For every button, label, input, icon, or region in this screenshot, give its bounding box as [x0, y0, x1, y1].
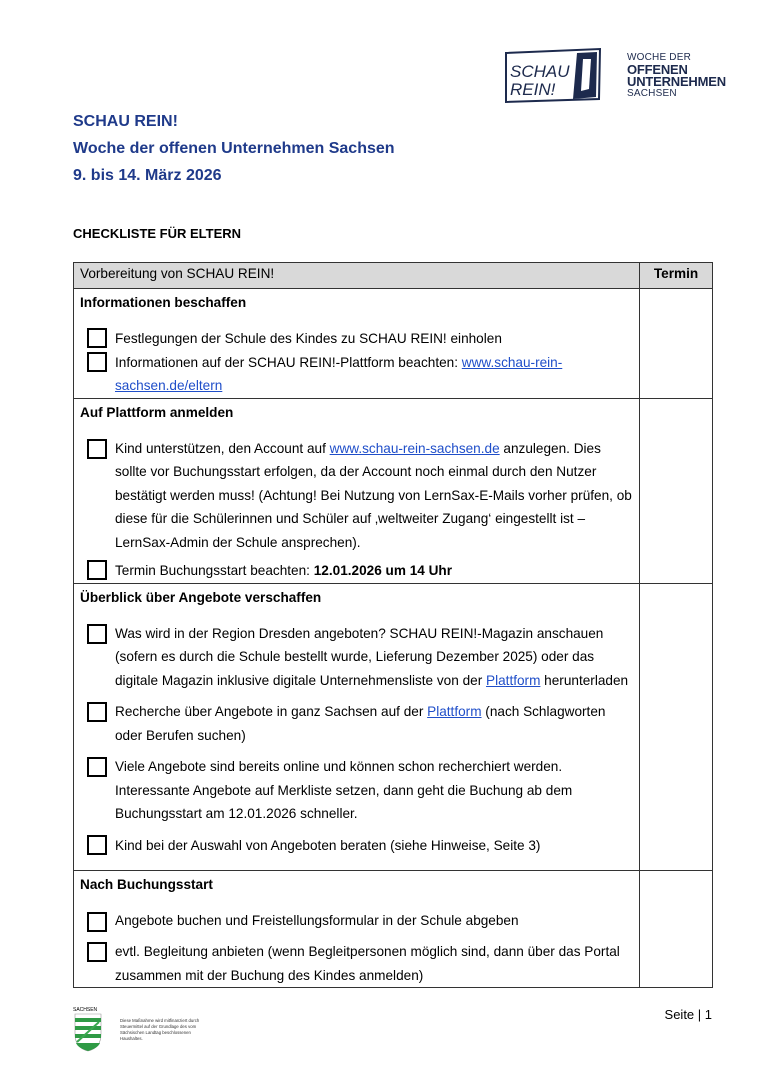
checkbox[interactable]: [87, 757, 107, 777]
item-text-post: anzulegen. Dies sollte vor Buchungsstart erfolgen, da der Account noch einmal durch den Nutzer bestätigt werden muss! (Achtung! Bei Nutzung von LernSax-E-Mails vorher prüfen, ob diese für die Schülerinnen und Schüler auf ‚weltweiter Zugang‘ eingestellt ist – LernSax-Admin der Schule ansprechen).: [115, 440, 632, 550]
section-title: Nach Buchungsstart: [80, 876, 213, 892]
item-text-post: herunterladen: [540, 672, 629, 688]
item-text-pre: Recherche über Angebote in ganz Sachsen auf der: [115, 704, 428, 719]
checklist-item: [74, 622, 639, 693]
checkbox[interactable]: [87, 624, 107, 644]
brand-line-4: SACHSEN: [627, 88, 677, 99]
logo-line-1: SCHAU: [510, 62, 570, 81]
platform-link[interactable]: Plattform: [427, 704, 482, 719]
title-line-1: SCHAU REIN!: [73, 113, 178, 130]
eltern-link[interactable]: www.schau-rein-sachsen.de/eltern: [115, 354, 563, 393]
item-text-post: (nach Schlagworten oder Berufen suchen): [115, 704, 606, 743]
section-row: [74, 870, 713, 988]
brand-line-3: UNTERNEHMEN: [627, 74, 726, 89]
checklist-item: [74, 559, 639, 583]
item-text-pre: Kind bei der Auswahl von Angeboten beraten (siehe Hinweise, Seite 3): [115, 837, 541, 853]
checklist-item: [74, 327, 639, 351]
logo-line-2: REIN!: [510, 80, 556, 99]
checklist-item: [74, 700, 639, 747]
section-row: [74, 289, 713, 399]
section-cell: [74, 870, 640, 988]
termin-cell[interactable]: [640, 870, 713, 988]
checklist-heading: CHECKLISTE FÜR ELTERN: [73, 226, 242, 241]
section-cell: [74, 289, 640, 399]
checklist-item: [74, 909, 639, 933]
checkbox[interactable]: [87, 328, 107, 348]
checklist-item: [74, 437, 639, 555]
checkbox[interactable]: [87, 439, 107, 459]
checkbox[interactable]: [87, 560, 107, 580]
checklist-item: [74, 834, 639, 858]
checkbox[interactable]: [87, 912, 107, 932]
document-titles: [73, 108, 395, 189]
seal-label: SACHSEN: [73, 1007, 98, 1013]
schau-rein-logo: [503, 47, 603, 104]
checkbox[interactable]: [87, 835, 107, 855]
booking-start-date: 12.01.2026 um 14 Uhr: [313, 563, 453, 578]
section-cell: [74, 583, 640, 870]
header-preparation: Vorbereitung von SCHAU REIN!: [74, 263, 640, 289]
header-termin: Termin: [640, 263, 713, 289]
brand-line-1: WOCHE DER: [627, 52, 692, 63]
saxony-seal-icon: [73, 1012, 103, 1052]
termin-cell[interactable]: [640, 398, 713, 583]
checklist-item: [74, 351, 639, 398]
item-text-pre: evtl. Begleitung anbieten (wenn Begleitpersonen möglich sind, dann über das Portal zusammen mit der Buchung des Kindes anmelden): [115, 944, 620, 983]
funding-note: Diese Maßnahme wird mitfinanziert durch Steuermittel auf der Grundlage des vom Sächsischen Landtag beschlossenen Haushaltes.: [120, 1018, 200, 1041]
checkbox[interactable]: [87, 942, 107, 962]
checkbox[interactable]: [87, 702, 107, 722]
platform-link[interactable]: Plattform: [486, 672, 541, 688]
section-row: [74, 583, 713, 870]
item-text-pre: Angebote buchen und Freistellungsformular in der Schule abgeben: [115, 912, 519, 928]
checklist-item: [74, 755, 639, 826]
brand-line-2: OFFENEN: [627, 62, 688, 77]
platform-link[interactable]: www.schau-rein-sachsen.de: [329, 440, 500, 456]
item-text-pre: Viele Angebote sind bereits online und können schon recherchiert werden. Interessante Angebote auf Merkliste setzen, dann geht die Buchung ab dem Buchungsstart am 12.01.2026 schneller.: [115, 759, 573, 821]
termin-cell[interactable]: [640, 583, 713, 870]
checkbox[interactable]: [87, 352, 107, 372]
item-text: Informationen auf der SCHAU REIN!-Plattform beachten:: [115, 354, 462, 370]
section-title: Informationen beschaffen: [80, 295, 247, 310]
title-line-3: 9. bis 14. März 2026: [73, 167, 222, 184]
page-number: Seite | 1: [664, 1007, 712, 1022]
item-text-pre: Termin Buchungsstart beachten:: [115, 563, 314, 578]
section-title: Überblick über Angebote verschaffen: [80, 589, 322, 605]
item-text-pre: Kind unterstützen, den Account auf: [115, 440, 330, 456]
item-text: Festlegungen der Schule des Kindes zu SCHAU REIN! einholen: [115, 331, 502, 346]
section-row: [74, 398, 713, 583]
section-cell: [74, 398, 640, 583]
checklist-table: [73, 262, 713, 988]
item-text-pre: Was wird in der Region Dresden angeboten? SCHAU REIN!-Magazin anschauen (sofern es durch die Schule bestellt wurde, Lieferung Dezember 2025) oder das digitale Magazin inklusive digitale Unternehmensliste von der: [115, 625, 604, 688]
checklist-item: [74, 940, 639, 987]
title-line-2: Woche der offenen Unternehmen Sachsen: [73, 140, 395, 157]
section-title: Auf Plattform anmelden: [80, 404, 234, 420]
table-header-row: [74, 263, 713, 289]
termin-cell[interactable]: [640, 289, 713, 399]
brand-text: [627, 52, 726, 100]
